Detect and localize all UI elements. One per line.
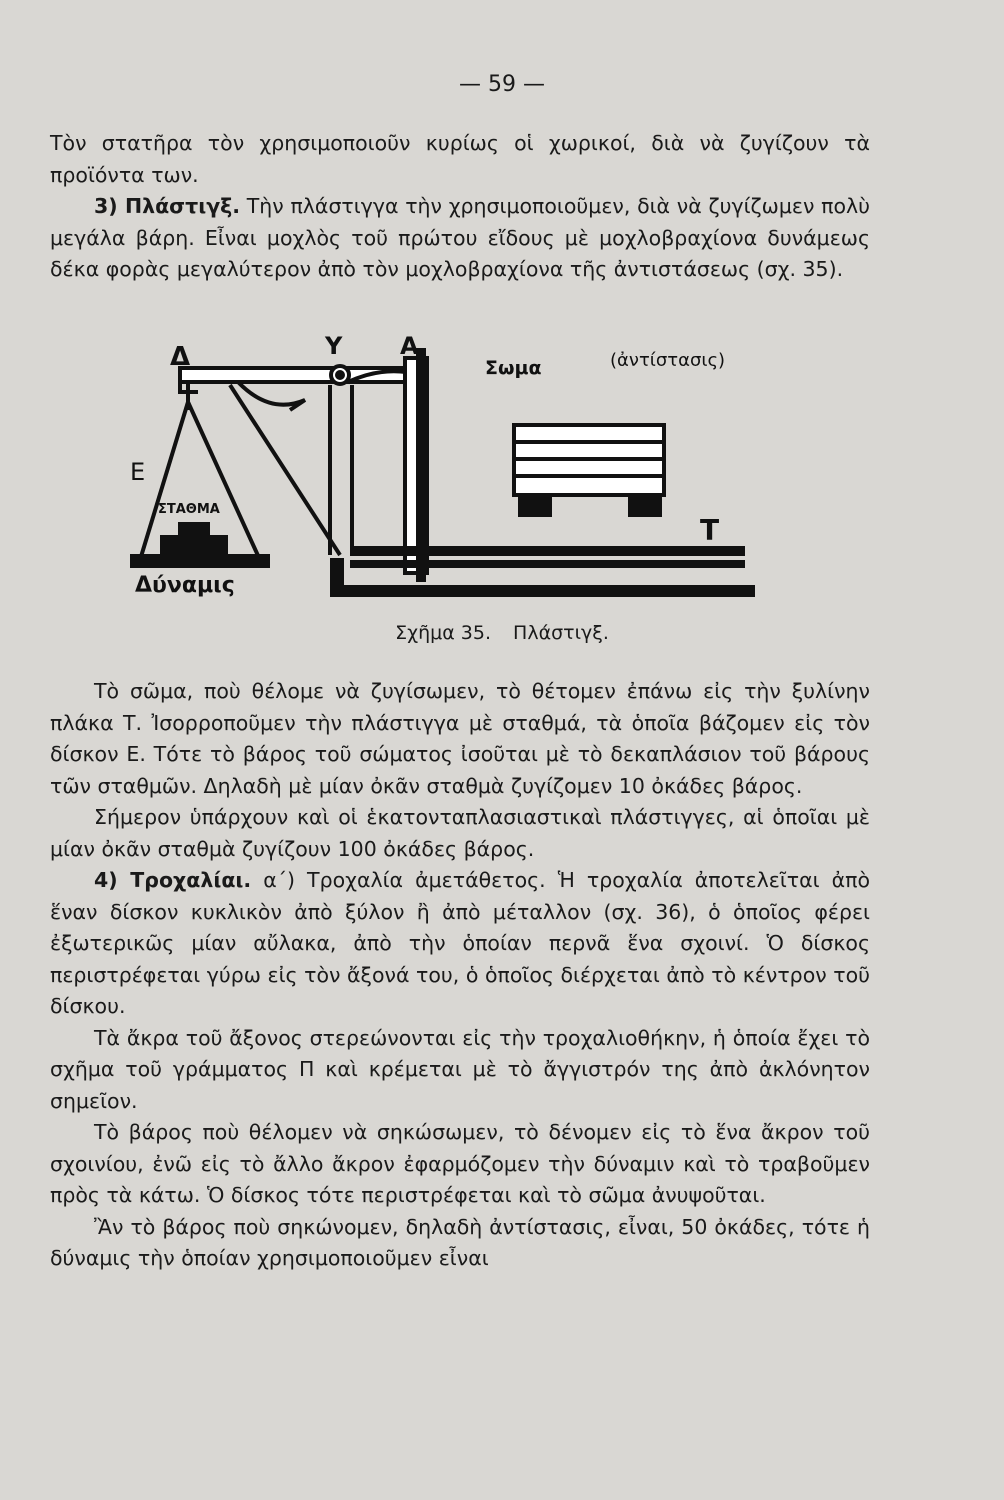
paragraph — [50, 1117, 870, 1212]
caption-figure-number: Σχῆμα 35. — [395, 622, 491, 644]
label-d: Δ — [170, 342, 191, 372]
paragraph-text: Σήμερον ὑπάρχουν καὶ οἱ ἑκατονταπλασιαστικαὶ πλάστιγγες, αἱ ὁποῖαι μὲ μίαν ὀκᾶν σταθμὰ ζυγίζουν 100 ὀκάδες βάρος. — [50, 805, 870, 861]
label-a: Α — [400, 332, 419, 360]
label-dynamis: Δύναμις — [135, 573, 235, 598]
paragraph — [50, 802, 870, 865]
paragraph — [50, 128, 870, 191]
caption-title: Πλάστιγξ. — [513, 622, 609, 644]
paragraph-text: Ἂν τὸ βάρος ποὺ σηκώνομεν, δηλαδὴ ἀντίστασις, εἶναι, 50 ὀκάδες, τότε ἡ δύναμις τὴν ὁποίαν χρησιμοποιοῦμεν εἶναι — [50, 1214, 870, 1270]
paragraph — [50, 191, 870, 286]
paragraph — [50, 676, 870, 802]
text-block-bottom — [50, 676, 870, 1275]
label-stathma: ΣΤΑΘΜΑ — [158, 502, 220, 517]
paragraph-text: Τὸν στατῆρα τὸν χρησιμοποιοῦν κυρίως οἱ χωρικοί, διὰ νὰ ζυγίζουν τὰ προϊόντα των. — [50, 131, 870, 187]
paragraph-heading: 3) Πλάστιγξ. — [94, 194, 241, 218]
label-soma: Σωμα — [485, 357, 542, 379]
paragraph — [50, 1212, 870, 1275]
figure-caption — [0, 622, 1004, 644]
paragraph — [50, 865, 870, 1023]
platform-plate — [330, 546, 755, 597]
paragraph-text: Τὸ σῶμα, ποὺ θέλομε νὰ ζυγίσωμεν, τὸ θέτομεν ἐπάνω εἰς τὴν ξυλίνην πλάκα Τ. Ἰσορροποῦμεν τὴν πλάστιγγα μὲ σταθμά, τὰ ὁποῖα βάζομεν εἰς τὸν δίσκον Ε. Τότε τὸ βάρος τοῦ σώματος ἰσοῦται μὲ τὸ δεκαπλάσιον τοῦ βάρους τῶν σταθμῶν. Δηλαδὴ μὲ μίαν ὀκᾶν σταθμὰ ζυγίζομεν 10 ὀκάδες βάρος. — [50, 679, 870, 798]
label-y: Υ — [325, 332, 343, 360]
paragraph-text: Τὸ βάρος ποὺ θέλομεν νὰ σηκώσωμεν, τὸ δένομεν εἰς τὸ ἕνα ἄκρον τοῦ σχοινίου, ἐνῶ εἰς τὸ ἄλλο ἄκρον ἐφαρμόζομεν τὴν δύναμιν καὶ τὸ τραβοῦμεν πρὸς τὰ κάτω. Ὁ δίσκος τότε περιστρέφεται καὶ τὸ σῶμα ἀνυψοῦται. — [50, 1120, 870, 1207]
figure-platform-scale — [120, 330, 880, 630]
text-block-top — [50, 128, 870, 286]
paragraph-text: α΄) Τροχαλία ἀμετάθετος. Ἡ τροχαλία ἀποτελεῖται ἀπὸ ἕναν δίσκον κυκλικὸν ἀπὸ ξύλον ἢ ἀπὸ μέταλλον (σχ. 36), ὁ ὁποῖος φέρει ἐξωτερικῶς μίαν αὔλακα, ἀπὸ τὴν ὁποίαν περνᾶ ἕνα σχοινί. Ὁ δίσκος περιστρέφεται γύρω εἰς τὸν ἄξονά του, ὁ ὁποῖος διέρχεται ἀπὸ τὸ κέντρον τοῦ δίσκου. — [50, 868, 871, 1018]
weights-stack — [160, 522, 228, 557]
paragraph-text: Τὴν πλάστιγγα τὴν χρησιμοποιοῦμεν, διὰ νὰ ζυγίζωμεν πολὺ μεγάλα βάρη. Εἶναι μοχλὸς τοῦ πρώτου εἴδους μὲ μοχλοβραχίονα δυνάμεως δέκα φορὰς μεγαλύτερον ἀπὸ τὸν μοχλοβραχίονα τῆς ἀντιστάσεως (σχ. 35). — [50, 194, 870, 281]
body-crate — [514, 425, 664, 515]
scale-pillar — [405, 350, 427, 580]
page-number: — 59 — — [459, 72, 545, 97]
label-t: Τ — [700, 514, 720, 547]
label-antistasis: (ἀντίστασις) — [610, 350, 726, 371]
lever-beam — [180, 366, 425, 410]
paragraph — [50, 1023, 870, 1118]
label-e: Ε — [130, 458, 146, 486]
paragraph-text: Τὰ ἄκρα τοῦ ἄξονος στερεώνονται εἰς τὴν τροχαλιοθήκην, ἡ ὁποία ἔχει τὸ σχῆμα τοῦ γράμματος Π καὶ κρέμεται μὲ τὸ ἄγγιστρόν της ἀπὸ ἀκλόνητον σημεῖον. — [50, 1025, 870, 1113]
paragraph-heading: 4) Τροχαλίαι. — [94, 868, 252, 892]
